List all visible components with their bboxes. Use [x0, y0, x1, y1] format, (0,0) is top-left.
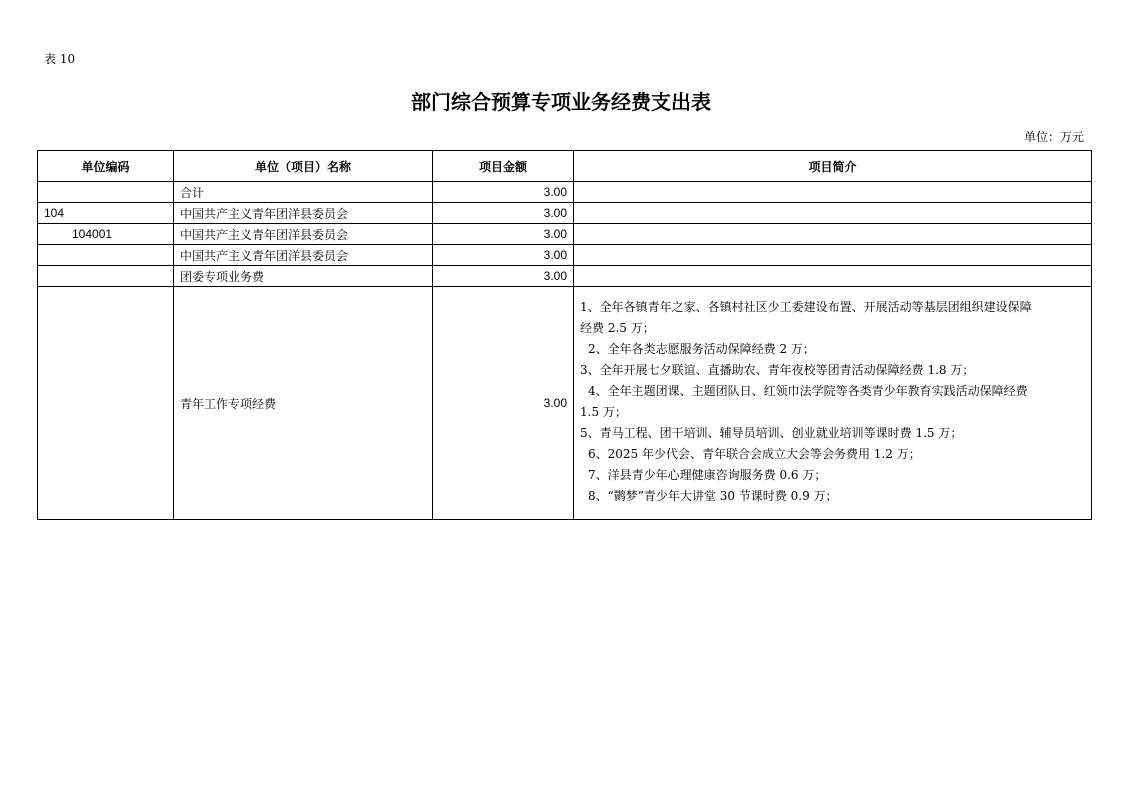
- cell-code: [38, 287, 174, 520]
- cell-name: 中国共产主义青年团洋县委员会: [174, 203, 433, 224]
- cell-amount: 3.00: [433, 266, 574, 287]
- cell-code: 104001: [38, 224, 174, 245]
- cell-code: [38, 266, 174, 287]
- cell-amount: 3.00: [433, 224, 574, 245]
- cell-description: [574, 266, 1092, 287]
- table-number: 表 10: [44, 52, 76, 66]
- page-title: 部门综合预算专项业务经费支出表: [411, 90, 711, 114]
- description-line: 3、全年开展七夕联谊、直播助农、青年夜校等团青活动保障经费 1.8 万；: [580, 363, 975, 377]
- cell-amount: 3.00: [433, 182, 574, 203]
- unit-note: 单位：万元: [1023, 130, 1084, 144]
- cell-code: [38, 182, 174, 203]
- cell-amount: 3.00: [433, 203, 574, 224]
- cell-description: [574, 245, 1092, 266]
- table-row: [38, 224, 1092, 245]
- cell-description: [574, 224, 1092, 245]
- description-line: 7、洋县青少年心理健康咨询服务费 0.6 万；: [588, 468, 827, 482]
- table-row: [38, 266, 1092, 287]
- cell-description: [574, 182, 1092, 203]
- description-line: 2、全年各类志愿服务活动保障经费 2 万；: [588, 342, 815, 356]
- header-unit-code: 单位编码: [38, 151, 174, 182]
- table-row-total: [38, 182, 1092, 203]
- header-unit-name: 单位（项目）名称: [174, 151, 433, 182]
- cell-name: 合计: [174, 182, 433, 203]
- cell-name: 中国共产主义青年团洋县委员会: [174, 245, 433, 266]
- cell-description: [574, 203, 1092, 224]
- header-amount: 项目金额: [433, 151, 574, 182]
- description-line: 1.5 万；: [580, 405, 627, 419]
- header-row: [38, 151, 1092, 182]
- description-line: 5、青马工程、团干培训、辅导员培训、创业就业培训等课时费 1.5 万；: [580, 426, 963, 440]
- cell-description: [574, 287, 1092, 520]
- budget-table: [37, 150, 1092, 520]
- cell-name: 中国共产主义青年团洋县委员会: [174, 224, 433, 245]
- cell-code: 104: [38, 203, 174, 224]
- description-line: 1、全年各镇青年之家、各镇村社区少工委建设布置、开展活动等基层团组织建设保障: [580, 300, 1032, 314]
- description-line: 6、2025 年少代会、青年联合会成立大会等会务费用 1.2 万；: [588, 447, 921, 461]
- table-row: [38, 203, 1092, 224]
- table-row-project: [38, 287, 1092, 520]
- cell-name: 青年工作专项经费: [174, 287, 433, 520]
- cell-code: [38, 245, 174, 266]
- cell-amount: 3.00: [433, 287, 574, 520]
- description-line: 经费 2.5 万；: [580, 321, 655, 335]
- description-line: 4、全年主题团课、主题团队日、红领巾法学院等各类青少年教育实践活动保障经费: [588, 384, 1028, 398]
- header-description: 项目简介: [574, 151, 1092, 182]
- description-line: 8、“鹮梦”青少年大讲堂 30 节课时费 0.9 万；: [588, 489, 838, 503]
- table-row: [38, 245, 1092, 266]
- cell-amount: 3.00: [433, 245, 574, 266]
- cell-name: 团委专项业务费: [174, 266, 433, 287]
